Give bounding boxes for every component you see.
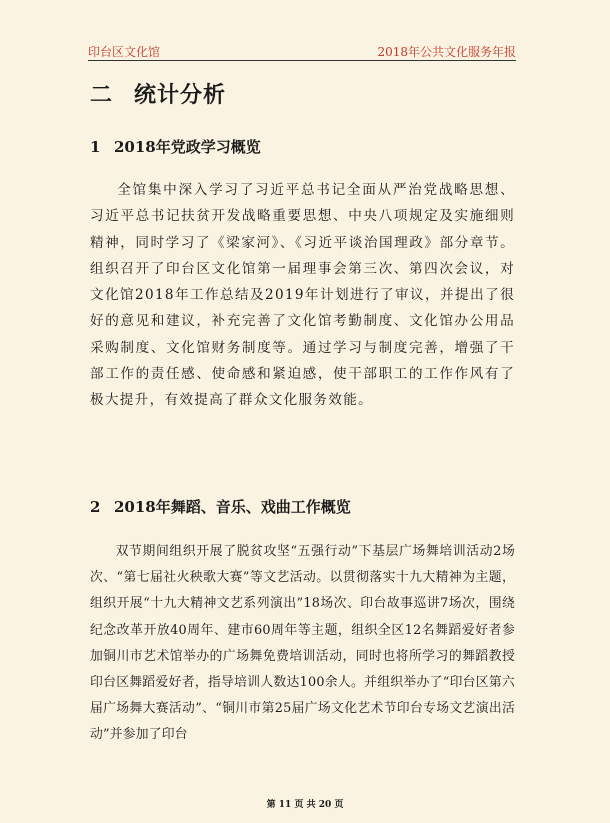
section-title: 统计分析 [134,82,227,108]
page-number-footer: 第 11 页 共 20 页 [266,800,344,810]
page-header [88,42,516,61]
section-number: 二 [90,82,114,108]
subsection-number: 2 [90,498,101,516]
section-heading [90,78,226,109]
subsection-heading-1 [90,136,261,157]
subsection-title: 2018年舞蹈、音乐、戏曲工作概览 [114,498,351,516]
subsection-title: 2018年党政学习概览 [114,138,261,156]
paragraph-party-study: 全馆集中深入学习了习近平总书记全面从严治党战略思想、习近平总书记扶贫开发战略重要思想、中央八项规定及实施细则精神，同时学习了《梁家河》、《习近平谈治国理政》部分章节。组织召开了印台区文化馆第一届理事会第三次、第四次会议，对文化馆2018年工作总结及2019年计划进行了审议，并提出了很好的意见和建议，补充完善了文化馆考勤制度、文化馆办公用品采购制度、文化馆财务制度等。通过学习与制度完善，增强了干部工作的责任感、使命感和紧迫感，使干部职工的工作作风有了极大提升，有效提高了群众文化服务效能。 [90,182,515,409]
subsection-heading-2 [90,496,351,517]
header-report-title: 2018年公共文化服务年报 [377,45,516,59]
header-org-name: 印台区文化馆 [88,45,161,59]
paragraph-dance-music-opera: 双节期间组织开展了脱贫攻坚“五强行动”下基层广场舞培训活动2场次、“第七届社火秧歌大赛”等文艺活动。以贯彻落实十九大精神为主题，组织开展“十九大精神文艺系列演出”18场次、印台故事巡讲7场次，围绕纪念改革开放40周年、建市60周年等主题，组织全区12名舞蹈爱好者参加铜川市艺术馆举办的广场舞免费培训活动，同时也将所学习的舞蹈教授印台区舞蹈爱好者，指导培训人数达100余人。并组织举办了“印台区第六届广场舞大赛活动”、“铜川市第25届广场文化艺术节印台专场文艺演出活动”并参加了印台 [90,544,515,743]
subsection-number: 1 [90,138,101,156]
